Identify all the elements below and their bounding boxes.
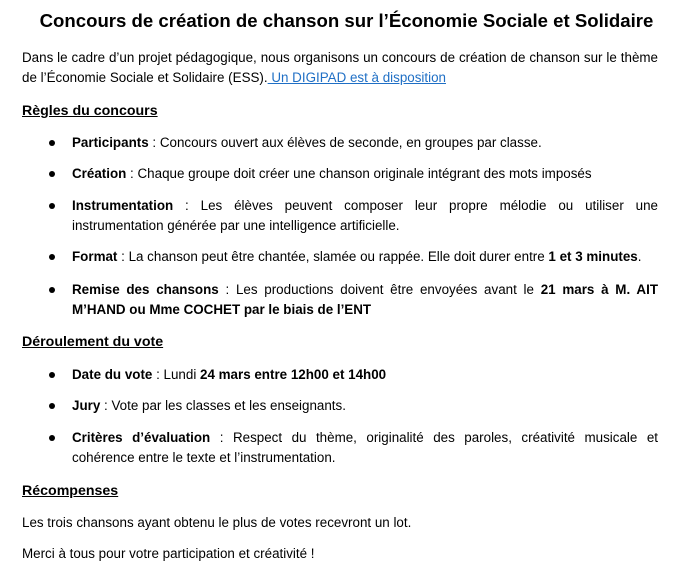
rule-separator: :	[117, 249, 129, 264]
vote-term: Critères d’évaluation	[72, 430, 211, 445]
rule-deadline: 21 mars à M. AIT M’HAND ou Mme COCHET par le biais de l’ENT	[72, 282, 658, 317]
vote-description: Respect du thème, originalité des paroles, créativité musicale et cohérence entre le texte et l’instrumentation.	[72, 430, 658, 465]
rule-description: Les productions doivent être envoyées avant le	[235, 282, 541, 297]
vote-description: Lundi	[163, 367, 201, 382]
vote-separator: :	[152, 367, 164, 382]
rule-separator: :	[148, 135, 160, 150]
rule-description: La chanson peut être chantée, slamée ou rappée. Elle doit durer entre	[128, 249, 549, 264]
rule-text	[72, 280, 658, 320]
rule-text	[72, 247, 658, 267]
vote-term: Jury	[72, 398, 101, 413]
vote-separator: :	[100, 398, 112, 413]
bullet-icon	[49, 254, 55, 260]
bullet-icon	[49, 140, 55, 146]
page-title: Concours de création de chanson sur l’Économie Sociale et Solidaire	[39, 10, 654, 31]
rule-term: Format	[72, 249, 118, 264]
vote-description: Vote par les classes et les enseignants.	[111, 398, 346, 413]
vote-text	[72, 396, 658, 416]
rules-heading: Règles du concours	[22, 103, 158, 119]
digipad-link[interactable]: Un DIGIPAD est à disposition	[267, 70, 446, 85]
rule-duration: 1 et 3 minutes	[548, 249, 638, 264]
bullet-icon	[49, 372, 55, 378]
rule-text	[72, 164, 658, 184]
rule-description: Chaque groupe doit créer une chanson originale intégrant des mots imposés	[137, 166, 592, 181]
rule-description: Les élèves peuvent composer leur propre mélodie ou utiliser une instrumentation générée par une intelligence artificielle.	[72, 198, 658, 233]
rule-term: Participants	[72, 135, 149, 150]
vote-text	[72, 365, 658, 385]
bullet-icon	[49, 403, 55, 409]
bullet-icon	[49, 287, 55, 293]
vote-text	[72, 428, 658, 468]
rewards-heading: Récompenses	[22, 483, 119, 499]
rule-separator: :	[126, 166, 138, 181]
intro-paragraph	[22, 48, 658, 88]
rule-separator: :	[218, 282, 236, 297]
rule-text	[72, 196, 658, 236]
intro-text: Dans le cadre d’un projet pédagogique, nous organisons un concours de création de chanson sur le thème de l’Économie Sociale et Solidaire (ESS).	[22, 50, 658, 85]
thanks-text: Merci à tous pour votre participation et créativité !	[22, 546, 315, 561]
rule-term: Création	[72, 166, 127, 181]
rule-term: Remise des chansons	[72, 282, 219, 297]
rule-text	[72, 133, 658, 153]
rule-period: .	[637, 249, 642, 264]
vote-date: 24 mars entre 12h00 et 14h00	[200, 367, 387, 382]
bullet-icon	[49, 171, 55, 177]
bullet-icon	[49, 435, 55, 441]
rule-separator: :	[173, 198, 201, 213]
bullet-icon	[49, 203, 55, 209]
rewards-text: Les trois chansons ayant obtenu le plus de votes recevront un lot.	[22, 515, 412, 530]
rule-description: Concours ouvert aux élèves de seconde, en groupes par classe.	[159, 135, 542, 150]
rule-term: Instrumentation	[72, 198, 174, 213]
vote-heading: Déroulement du vote	[22, 334, 164, 350]
vote-separator: :	[210, 430, 233, 445]
vote-term: Date du vote	[72, 367, 153, 382]
